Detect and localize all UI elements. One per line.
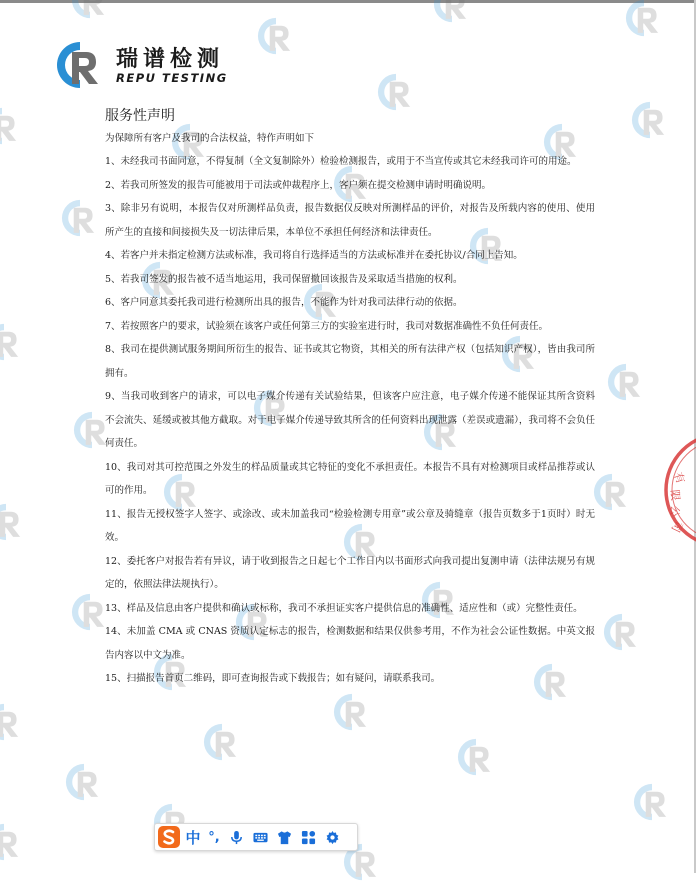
official-seal-stamp	[660, 430, 696, 550]
clause-list	[105, 150, 595, 691]
watermark-logo-icon	[58, 196, 102, 240]
clause-item: 7、若按照客户的要求，试验须在该客户或任何第三方的实验室进行时，我司对数据准确性不负任何责任。	[105, 320, 549, 332]
clause-item: 9、当我司收到客户的请求，可以电子媒介传递有关试验结果，但该客户应注意，电子媒介传递不能保证其所含资料不会流失、延缓或被其他方截取。对于电子媒介传递导致其所含的任何资料出现泄露（差误或遗漏），我司将不会负任何责任。	[105, 391, 595, 449]
watermark-logo-icon	[0, 820, 26, 864]
clause-item: 10、我司对其可控范围之外发生的样品质量或其它特征的变化不承担责任。本报告不具有对检测项目或样品推荐或认可的作用。	[105, 461, 595, 496]
clause-item: 15、扫描报告首页二维码，即可查询报告或下载报告；如有疑问，请联系我司。	[105, 673, 441, 684]
watermark-logo-icon	[454, 735, 498, 779]
skin-shirt-icon[interactable]	[272, 824, 296, 850]
input-mode-toggle[interactable]: 中	[185, 828, 201, 847]
clause-item: 14、未加盖 CMA 或 CNAS 资质认定标志的报告，检测数据和结果仅供参考用，不作为社会公证性数据。中英文报告内容以中文为准。	[105, 626, 595, 661]
watermark-logo-icon	[330, 690, 374, 734]
clause-item: 5、若我司签发的报告被不适当地运用，我司保留撤回该报告及采取适当措施的权利。	[105, 273, 463, 285]
watermark-logo-icon	[0, 700, 26, 744]
keyboard-icon[interactable]	[248, 824, 272, 850]
settings-icon[interactable]	[320, 824, 344, 850]
watermark-logo-icon	[200, 720, 244, 764]
watermark-logo-icon	[0, 500, 28, 544]
watermark-logo-icon	[600, 610, 644, 654]
watermark-logo-icon	[628, 98, 672, 142]
watermark-logo-icon	[62, 760, 106, 804]
clause-item: 11、报告无授权签字人签字、或涂改、或未加盖我司“检验检测专用章”或公章及骑缝章（报告页数多于1页时）时无效。	[105, 508, 595, 543]
clause-item: 13、样品及信息由客户提供和确认或标称，我司不承担证实客户提供信息的准确性、适应性和（或）完整性责任。	[105, 602, 583, 614]
clause-item: 8、我司在提供测试服务期间所衍生的报告、证书或其它物资，其相关的所有法律产权（包括知识产权），皆由我司所拥有。	[105, 344, 595, 379]
watermark-logo-icon	[254, 14, 298, 58]
sogou-logo-icon[interactable]	[156, 825, 182, 849]
svg-text:有: 有	[671, 470, 688, 486]
ime-toolbar	[154, 823, 358, 851]
clause-item: 2、若我司所签发的报告可能被用于司法或仲裁程序上，客户须在提交检测申请时明确说明。	[105, 179, 492, 191]
watermark-logo-icon	[68, 0, 112, 22]
watermark-logo-icon	[590, 470, 634, 514]
svg-text:司: 司	[668, 518, 686, 535]
page-top-border	[0, 0, 696, 3]
seal-graphic	[660, 430, 696, 550]
clause-item: 6、客户同意其委托我司进行检测所出具的报告，不能作为针对我司法律行动的依据。	[105, 297, 463, 308]
toolbox-grid-icon[interactable]	[296, 824, 320, 850]
logo-r-mark-icon	[52, 40, 108, 90]
clause-item: 1、未经我司书面同意，不得复制（全文复制除外）检验检测报告，或用于不当宣传或其它未经我司许可的用途。	[105, 156, 577, 167]
watermark-logo-icon	[622, 0, 666, 40]
logo-english-name: REPU TESTING	[116, 71, 228, 85]
company-logo	[52, 40, 242, 90]
watermark-logo-icon	[430, 0, 474, 26]
microphone-icon[interactable]	[224, 824, 248, 850]
watermark-logo-icon	[0, 320, 26, 364]
clause-item: 4、若客户并未指定检测方法或标准，我司将自行选择适当的方法或标准并在委托协议/合同上告知。	[105, 250, 523, 261]
intro-text: 为保障所有客户及我司的合法权益，特作声明如下	[105, 133, 315, 144]
clause-item: 12、委托客户对报告若有异议，请于收到报告之日起七个工作日内以书面形式向我司提出复测申请（法律法规另有规定的，依照法律法规执行）。	[105, 555, 595, 590]
page-title: 服务性声明	[105, 108, 175, 124]
punctuation-toggle[interactable]: °,	[208, 829, 220, 845]
watermark-logo-icon	[374, 70, 418, 114]
watermark-logo-icon	[0, 104, 24, 148]
logo-chinese-name: 瑞谱检测	[116, 47, 225, 72]
clause-item: 3、除非另有说明，本报告仅对所测样品负责，报告数据仅反映对所测样品的评价，对报告及所载内容的使用、使用所产生的直接和间接损失及一切法律后果，本单位不承担任何经济和法律责任。	[105, 203, 595, 238]
watermark-logo-icon	[604, 360, 648, 404]
svg-text:限: 限	[668, 489, 682, 502]
svg-text:公: 公	[667, 504, 682, 518]
watermark-logo-icon	[630, 780, 674, 824]
